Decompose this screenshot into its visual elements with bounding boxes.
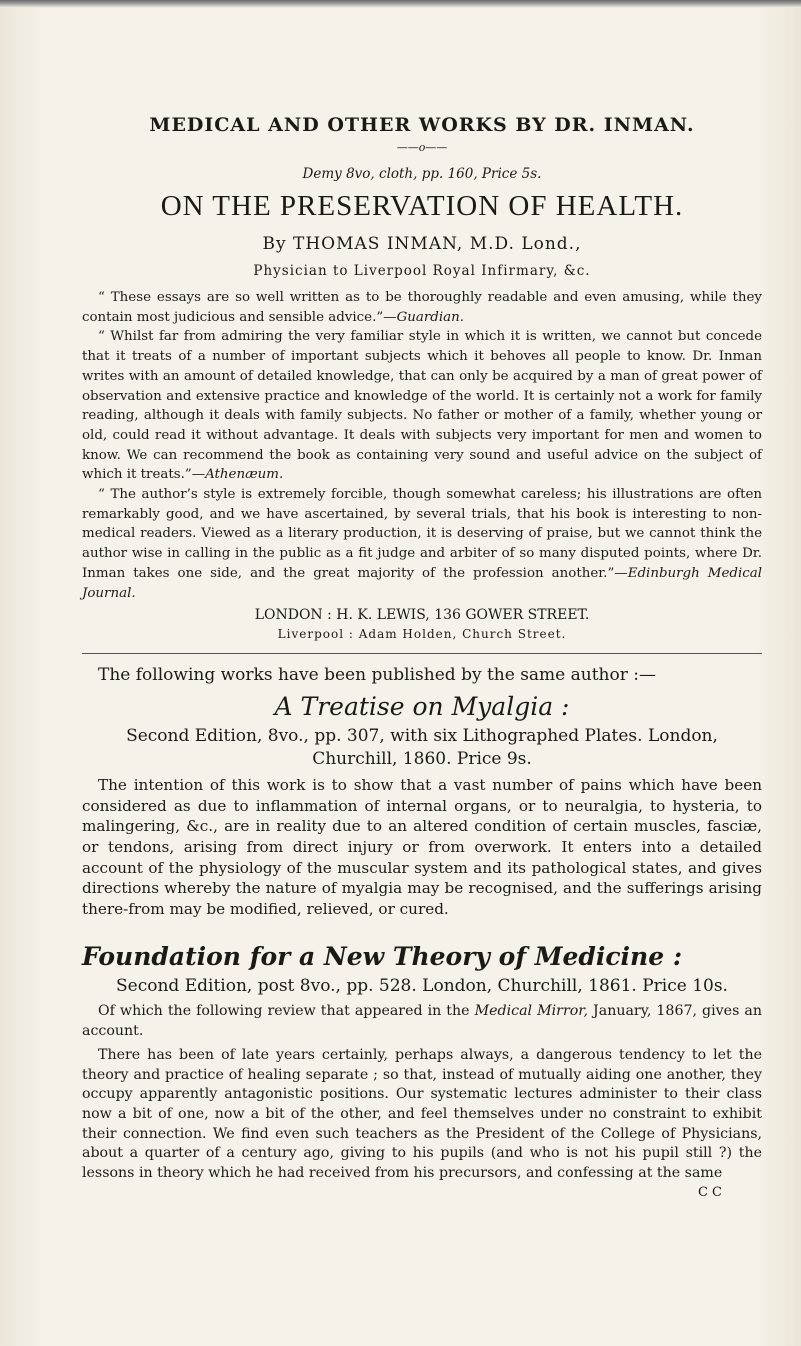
book1-format: Demy 8vo, cloth, pp. 160, Price 5s. — [302, 166, 542, 182]
book3-review-source: Medical Mirror, — [474, 1003, 589, 1020]
book3-edition: Second Edition, post 8vo., pp. 528. London, Churchill, 1861. Price 10s. — [116, 976, 728, 997]
section-divider — [82, 653, 762, 654]
review-1 — [82, 288, 762, 327]
catalogue-content — [82, 112, 762, 1202]
review-1-text: “ These essays are so well written as to be thoroughly readable and even amusing, while they contain most judicious and sensible advice.”— — [82, 290, 762, 325]
book1-position: Physician to Liverpool Royal Infirmary, &c. — [253, 263, 591, 279]
book3-review: There has been of late years certainly, perhaps always, a dangerous tendency to let the theory and practice of healing separate ; so that, instead of mutually aiding one another, they occupy apparently antagonistic positions. Our systematic lectures administer to their class now a bit of one, now a bit of the other, and feel themselves under no constraint to exhibit their connection. We find even such teachers as the President of the College of Physicians, about a quarter of a century ago, giving to his pupils (and who is not his pupil still ?) the lessons in theory which he had received from his precursors, and confessing at the same — [82, 1046, 762, 1182]
book1-title: ON THE PRESERVATION OF HEALTH. — [160, 190, 684, 222]
book1-author: By THOMAS INMAN, M.D. Lond., — [262, 234, 582, 254]
page-header: MEDICAL AND OTHER WORKS BY DR. INMAN. — [149, 114, 695, 136]
book3-review-intro-b: January, 1867, gives an account. — [82, 1003, 762, 1040]
review-2-text: “ Whilst far from admiring the very familiar style in which it is written, we cannot but concede that it treats of a number of important subjects which it behoves all people to know. Dr. Inman writes with an amount of detailed knowledge, that can only be acquired by a man of great power of observation and extensive practice and knowledge of the world. It is certainly not a work for family reading, although it deals with family subjects. No father or mother of a family, whether young or old, could read it without advantage. It deals with subjects very important for men and women to know. We can recommend the book as containing very sound and useful advice on the subject of which it treats.”— — [82, 329, 762, 483]
book3-title: Foundation for a New Theory of Medicine : — [82, 942, 683, 972]
review-3-text: “ The author’s style is extremely forcible, though somewhat careless; his illustrations are often remarkably good, and we have ascertained, by several trials, that his book is interesting to non-medical readers. Viewed as a literary production, it is deserving of praise, but we cannot think the author wise in calling in the public as a fit judge and arbiter of so many disputed points, where Dr. Inman takes one side, and the great majority of the profession another.”— — [82, 487, 762, 581]
book2-title: A Treatise on Myalgia : — [274, 692, 570, 722]
book3-review-intro — [82, 1002, 762, 1041]
review-3-source: Edinburgh Medical Journal. — [82, 565, 763, 601]
review-3 — [82, 485, 762, 603]
review-2 — [82, 327, 762, 485]
intro-text: The following works have been published by the same author :— — [98, 665, 657, 686]
book2-description: The intention of this work is to show that a vast number of pains which have been considered as due to inflammation of internal organs, or to neuralgia, to hysteria, to malingering, &c., are in reality due to an altered condition of certain muscles, fasciæ, or tendons, arising from direct injury or from overwork. It enters into a detailed account of the physiology of the muscular system and its pathological states, and gives directions whereby the nature of myalgia may be recognised, and the sufferings arising there-from may be modified, relieved, or cured. — [82, 776, 762, 918]
top-rule — [0, 0, 801, 8]
book3-review-intro-a: Of which the following review that appeared in the — [98, 1003, 475, 1020]
review-1-source: Guardian. — [396, 309, 465, 325]
review-2-source: Athenæum. — [205, 467, 284, 483]
signature-mark: C C — [697, 1184, 722, 1200]
divider: ——o—— — [396, 141, 448, 154]
publisher-liverpool: Liverpool : Adam Holden, Church Street. — [277, 627, 567, 642]
book1-reviews — [82, 288, 762, 603]
publisher-london: LONDON : H. K. LEWIS, 136 GOWER STREET. — [254, 607, 590, 624]
book2-edition: Second Edition, 8vo., pp. 307, with six Lithographed Plates. London, Churchill, 1860. Price 9s. — [126, 726, 718, 770]
